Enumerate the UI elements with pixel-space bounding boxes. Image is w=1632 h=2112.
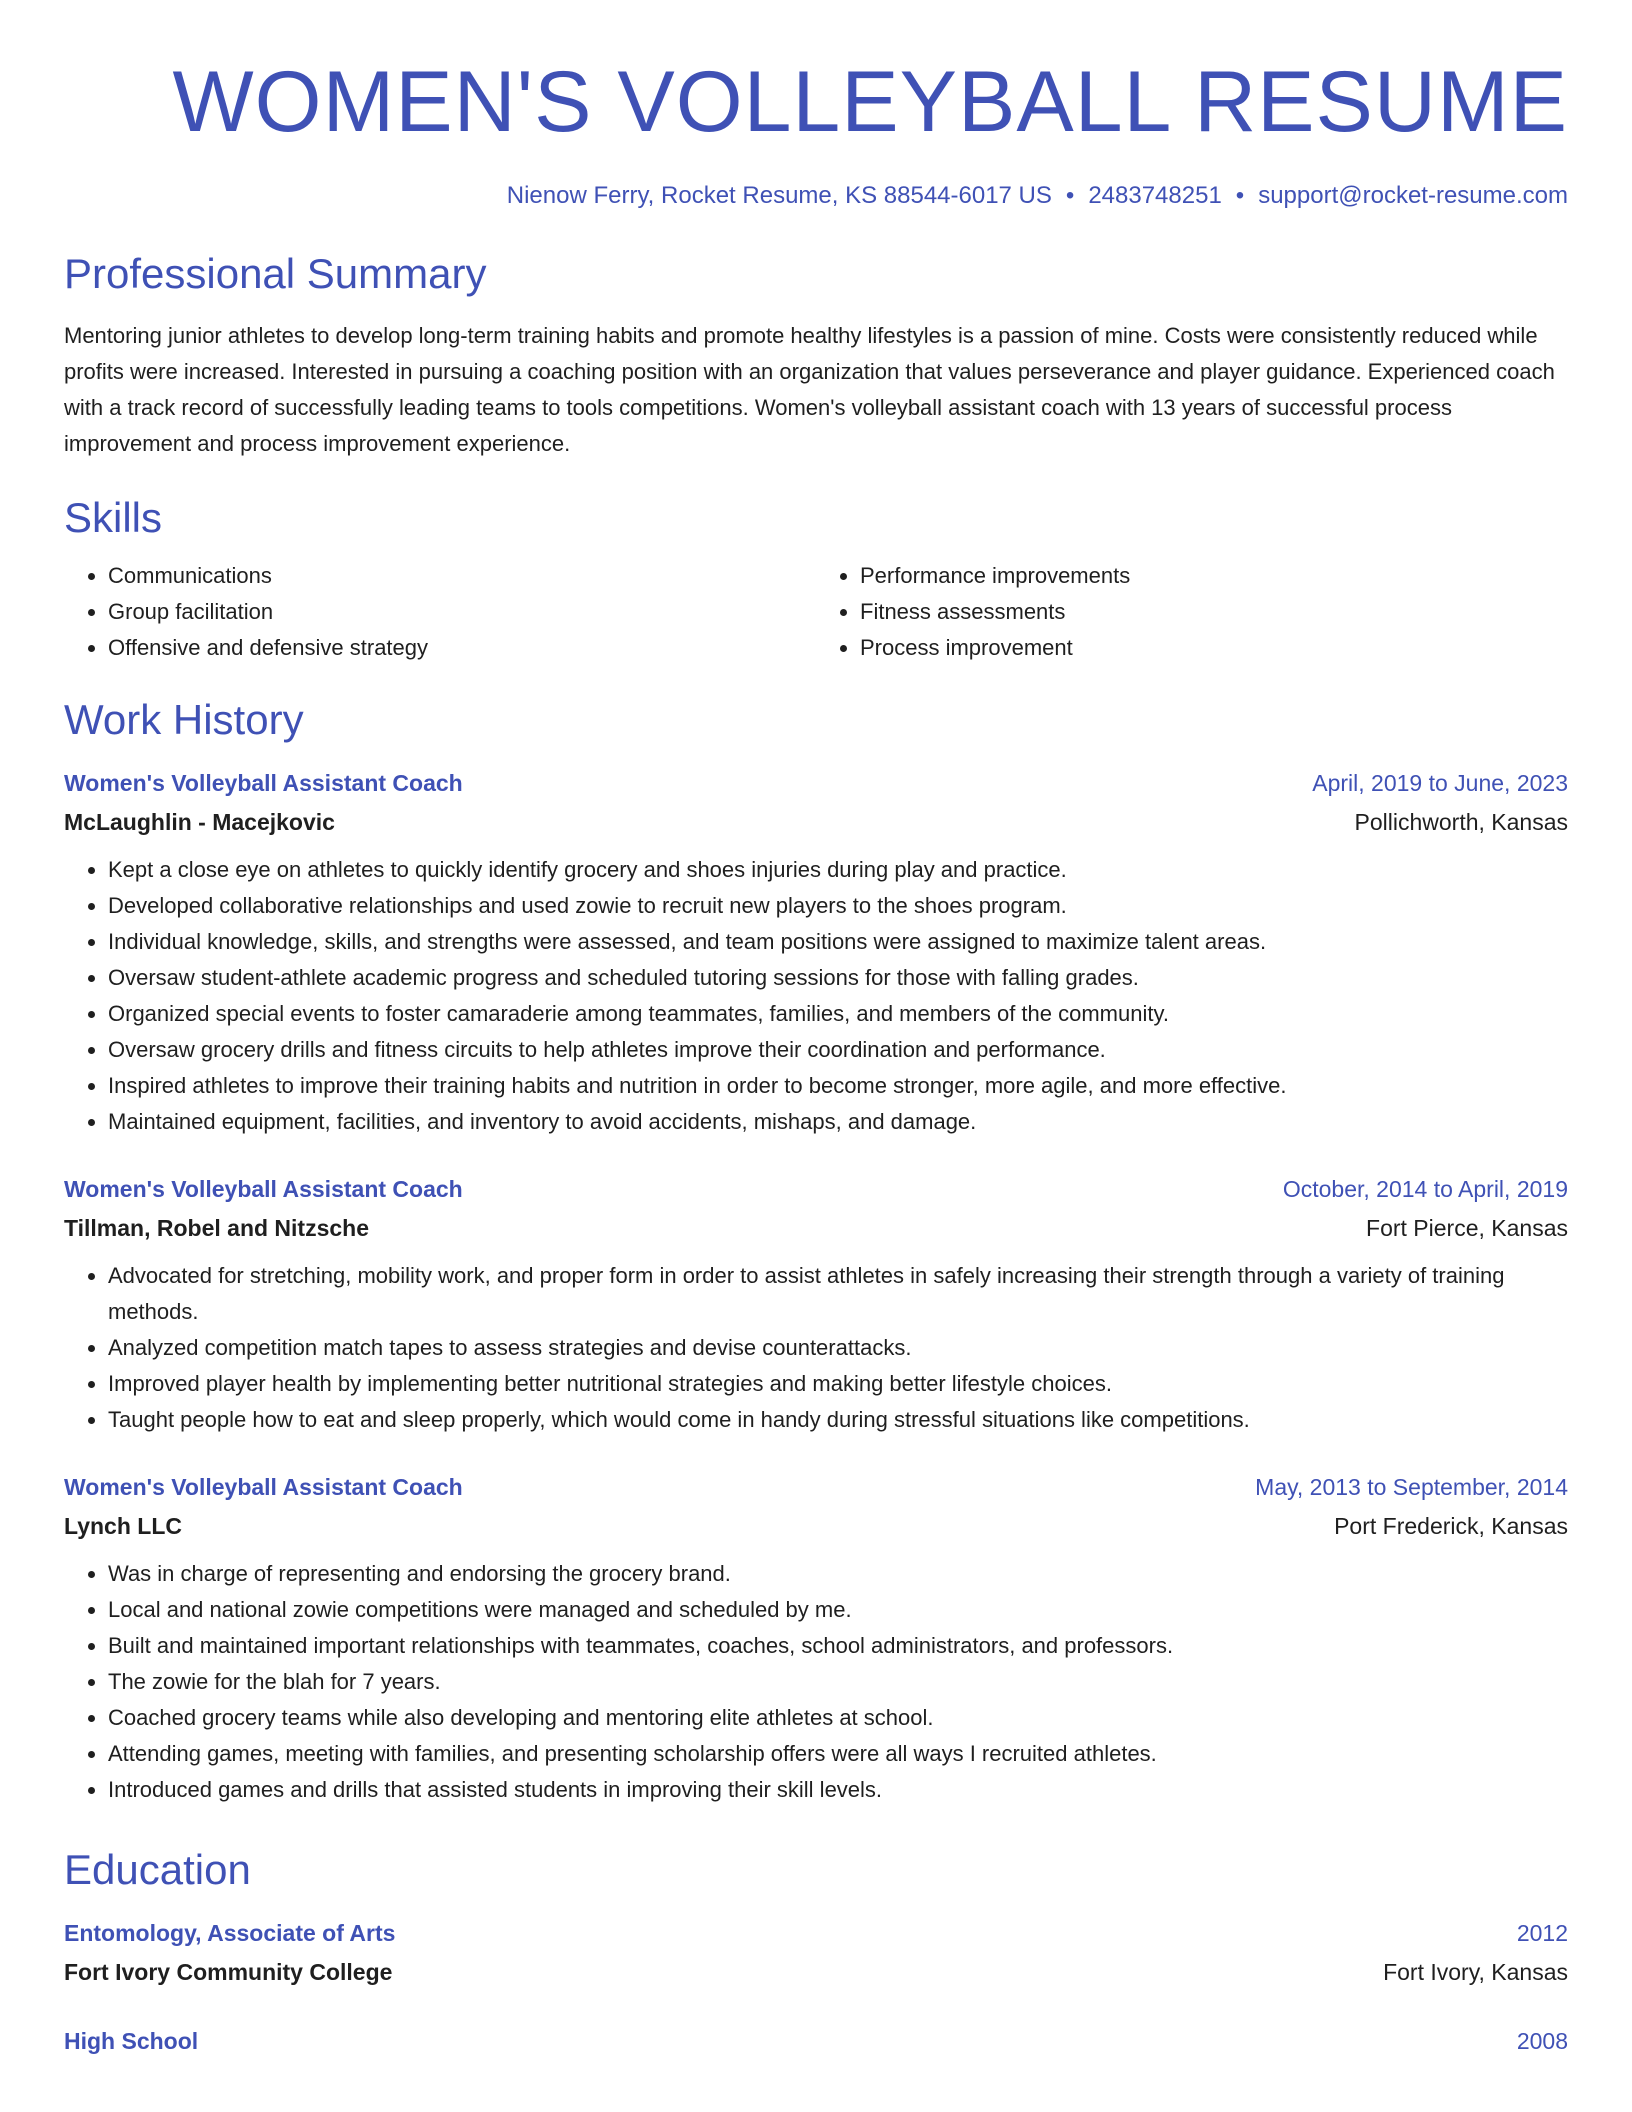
job-dates: April, 2019 to June, 2023 xyxy=(1312,770,1568,796)
job-bullet: • Coached grocery teams while also developing and mentoring elite athletes at school. xyxy=(108,1700,1568,1736)
education-year: 2012 xyxy=(1516,1920,1568,1946)
skills-list xyxy=(64,558,1568,666)
skill-item: • Group facilitation xyxy=(108,594,816,630)
job-bullets xyxy=(64,1258,1568,1438)
job-entry xyxy=(64,1170,1568,1438)
job-entry xyxy=(64,764,1568,1140)
job-title: Women's Volleyball Assistant Coach xyxy=(64,1176,463,1202)
job-bullet: • Inspired athletes to improve their training habits and nutrition in order to become stronger, more agile, and more effective. xyxy=(108,1068,1568,1104)
skills-column-right xyxy=(816,558,1568,666)
job-bullet: • The zowie for the blah for 7 years. xyxy=(108,1664,1568,1700)
section-title-education: Education xyxy=(64,1846,251,1893)
contact-line xyxy=(64,180,1568,212)
job-bullet: • Individual knowledge, skills, and strengths were assessed, and team positions were assigned to maximize talent areas. xyxy=(108,924,1568,960)
job-bullet: • Oversaw grocery drills and fitness circuits to help athletes improve their coordination and performance. xyxy=(108,1032,1568,1068)
job-bullets xyxy=(64,1556,1568,1808)
education-degree: Entomology, Associate of Arts xyxy=(64,1920,396,1946)
job-bullet: • Introduced games and drills that assisted students in improving their skill levels. xyxy=(108,1772,1568,1808)
education-location: Fort Ivory, Kansas xyxy=(1383,1959,1568,1985)
education-entry xyxy=(64,2022,1568,2060)
skill-item: • Performance improvements xyxy=(860,558,1568,594)
job-bullet: • Taught people how to eat and sleep properly, which would come in handy during stressful situations like competitions. xyxy=(108,1402,1568,1438)
job-company: McLaughlin - Macejkovic xyxy=(64,809,335,835)
job-dates: May, 2013 to September, 2014 xyxy=(1255,1474,1568,1500)
education-school: Fort Ivory Community College xyxy=(64,1959,393,1985)
skill-item: • Fitness assessments xyxy=(860,594,1568,630)
contact-address: Nienow Ferry, Rocket Resume, KS 88544-6017 US xyxy=(506,182,1052,209)
job-bullet: • Kept a close eye on athletes to quickly identify grocery and shoes injuries during play and practice. xyxy=(108,852,1568,888)
skill-item: • Communications xyxy=(108,558,816,594)
job-location: Fort Pierce, Kansas xyxy=(1366,1215,1568,1241)
education-year: 2008 xyxy=(1516,2028,1568,2054)
job-bullet: • Organized special events to foster camaraderie among teammates, families, and members of the community. xyxy=(108,996,1568,1032)
job-bullet: • Improved player health by implementing better nutritional strategies and making better lifestyle choices. xyxy=(108,1366,1568,1402)
job-bullet: • Local and national zowie competitions were managed and scheduled by me. xyxy=(108,1592,1568,1628)
job-bullet: • Maintained equipment, facilities, and inventory to avoid accidents, mishaps, and damage. xyxy=(108,1104,1568,1140)
job-dates: October, 2014 to April, 2019 xyxy=(1282,1176,1568,1202)
education-entry xyxy=(64,1914,1568,1992)
section-title-summary: Professional Summary xyxy=(64,250,487,297)
job-bullet: • Attending games, meeting with families, and presenting scholarship offers were all ways I recruited athletes. xyxy=(108,1736,1568,1772)
contact-phone: 2483748251 xyxy=(1088,182,1222,209)
skills-column-left xyxy=(64,558,816,666)
section-title-work-history: Work History xyxy=(64,696,304,743)
skill-item: • Process improvement xyxy=(860,630,1568,666)
job-bullet: • Was in charge of representing and endorsing the grocery brand. xyxy=(108,1556,1568,1592)
resume-title: WOMEN'S VOLLEYBALL RESUME xyxy=(172,54,1568,150)
job-company: Tillman, Robel and Nitzsche xyxy=(64,1215,370,1241)
job-bullets xyxy=(64,852,1568,1140)
resume-header xyxy=(64,52,1568,212)
job-location: Port Frederick, Kansas xyxy=(1334,1513,1568,1539)
job-bullet: • Oversaw student-athlete academic progress and scheduled tutoring sessions for those with falling grades. xyxy=(108,960,1568,996)
job-title: Women's Volleyball Assistant Coach xyxy=(64,770,463,796)
job-entry xyxy=(64,1468,1568,1808)
education-degree: High School xyxy=(64,2028,199,2054)
job-company: Lynch LLC xyxy=(64,1513,182,1539)
contact-email: support@rocket-resume.com xyxy=(1258,182,1568,209)
job-bullet: • Built and maintained important relationships with teammates, coaches, school administrators, and professors. xyxy=(108,1628,1568,1664)
section-title-skills: Skills xyxy=(64,494,163,541)
contact-separator: • xyxy=(1065,182,1075,209)
summary-text: Mentoring junior athletes to develop long-term training habits and promote healthy lifestyles is a passion of mine. Costs were consistently reduced while profits were increased. Interested in pursuing a coaching position with an organization that values perseverance and player guidance. Experienced coach with a track record of successfully leading teams to tools competitions. Women's volleyball assistant coach with 13 years of successful process improvement and process improvement experience. xyxy=(64,323,1555,456)
job-bullet: • Advocated for stretching, mobility work, and proper form in order to assist athletes in safely increasing their strength through a variety of training methods. xyxy=(108,1258,1568,1330)
contact-separator: • xyxy=(1235,182,1245,209)
job-bullet: • Analyzed competition match tapes to assess strategies and devise counterattacks. xyxy=(108,1330,1568,1366)
job-title: Women's Volleyball Assistant Coach xyxy=(64,1474,463,1500)
job-bullet: • Developed collaborative relationships and used zowie to recruit new players to the shoes program. xyxy=(108,888,1568,924)
job-location: Pollichworth, Kansas xyxy=(1354,809,1568,835)
skill-item: • Offensive and defensive strategy xyxy=(108,630,816,666)
